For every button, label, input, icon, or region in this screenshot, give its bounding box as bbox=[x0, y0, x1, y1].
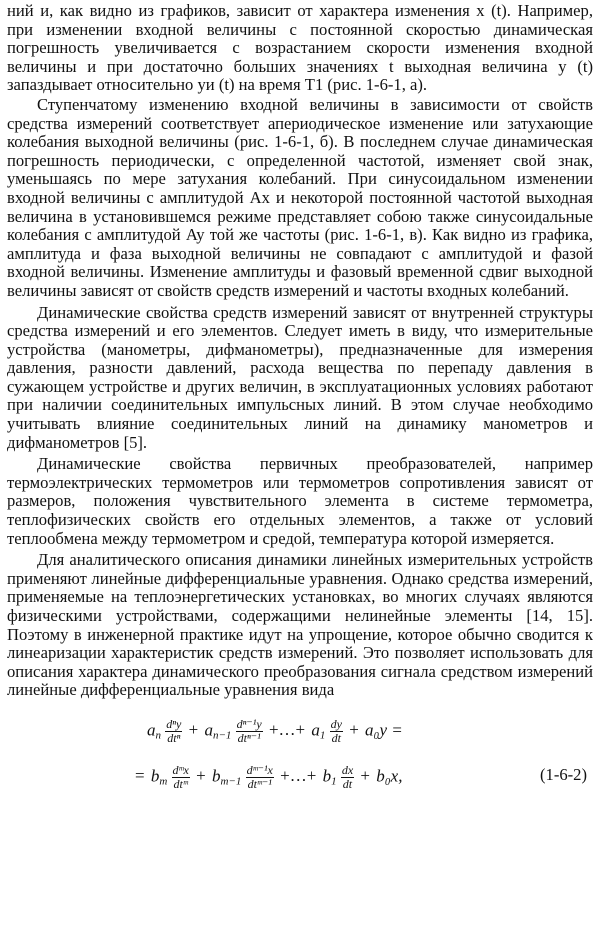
paragraph-primary-transducers: Динамические свойства первичных преобразователей, например термоэлектрических термометров или термометров сопротивления зависят от размеров, положения чувствительного элемента в системе термометра, теплофизических свойств его отдельных элементов, а также от условий теплообмена между термометром и средой, температура которой измеряется. bbox=[7, 454, 593, 548]
differential-equation bbox=[7, 708, 593, 804]
equation-line-1: $a_n$ $\frac{\text{dⁿy}}{\text{dtⁿ}}$ + $a_{n-1}$ $\frac{\text{dⁿ⁻¹y}}{\text{dtⁿ⁻¹}}$ +…+ $a_1$ $\frac{dy}{dt}$ + a₀y = bbox=[147, 716, 403, 745]
paragraph-step-response: Ступенчатому изменению входной величины в зависимости от свойств средства измерений соответствует апериодическое изменение или затухающие колебания выходной величины (рис. 1-6-1, б). В последнем случае динамическая погрешность периодически, с определенной частотой, изменяет свой знак, уменьшаясь по мере затухания колебаний. При синусоидальном изменении входной величины с амплитудой Ax и некоторой постоянной частотой выходная величина в установившемся режиме представляет собою также синусоидальные колебания с амплитудой Ay той же частоты (рис. 1-6-1, в). Как видно из графика, амплитуда и фаза выходной величины не совпадают с амплитудой и фазой входной величины. Изменение амплитуды и фазовый временной сдвиг выходной величины зависят от свойств средств измерений и частоты входных колебаний. bbox=[7, 94, 593, 300]
paragraph-analytical-description: Для аналитического описания динамики линейных измерительных устройств применяют линейные дифференциальные уравнения. Однако средства измерений, применяемые на теплоэнергетических установках, во многих случаях являются физическими устройствами, содержащими нелинейные элементы [14, 15]. Поэтому в инженерной практике идут на упрощение, которое обычно сводится к линеаризации характеристик средств измерений. Это позволяет использовать для описания характера динамического преобразования сигнала средством измерений линейные дифференциальные уравнения вида bbox=[7, 550, 593, 700]
paragraph-continuation: ний и, как видно из графиков, зависит от характера изменения x (t). Например, при изменении входной величины с постоянной скоростью динамическая погрешность увеличивается с возрастанием скорости изменения входной величины и при достаточно больших значениях t выходная величина y (t) запаздывает относительно yи (t) на время T1 (рис. 1-6-1, а). bbox=[7, 1, 593, 95]
paragraph-internal-structure: Динамические свойства средств измерений зависят от внутренней структуры средства измерений и его элементов. Следует иметь в виду, что измерительные устройства (манометры, дифманометры), предназначенные для измерения давления, разности давлений, расхода вещества по перепаду давления в сужающем устройстве и других величин, в эксплуатационных условиях работают при наличии соединительных импульсных линий. В этом случае необходимо учитывать влияние соединительных линий на динамику манометров и дифманометров [5]. bbox=[7, 302, 593, 452]
equation-line-2: = $b_m$ $\frac{\text{dᵐx}}{\text{dtᵐ}}$ + $b_{m-1}$ $\frac{\text{dᵐ⁻¹x}}{\text{dtᵐ⁻¹}}$ +…+ $b_1$ $\frac{dx}{dt}$ + b₀x, bbox=[135, 762, 403, 791]
equation-number: (1-6-2) bbox=[540, 764, 587, 784]
